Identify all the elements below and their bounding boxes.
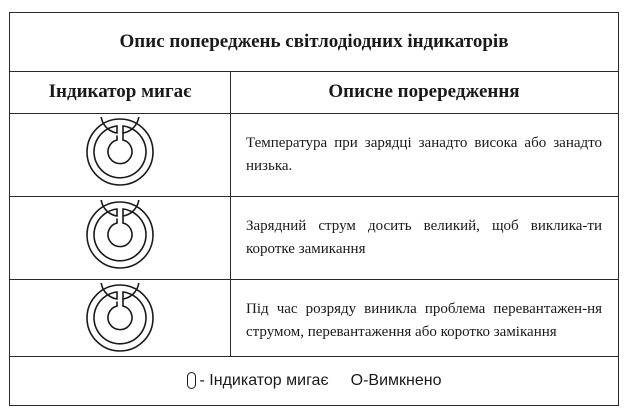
description-cell bbox=[246, 279, 602, 362]
table-row bbox=[10, 279, 618, 362]
blinking-led-icon bbox=[85, 200, 155, 275]
table-header-row bbox=[10, 71, 618, 113]
header-description: Описне порередження bbox=[328, 81, 520, 102]
description-cell bbox=[246, 113, 602, 196]
legend-blinking-label: - Індикатор мигає bbox=[199, 371, 329, 389]
legend-off bbox=[351, 372, 442, 390]
description-text: Температура при зарядці занадто висока або занадто низька. bbox=[246, 134, 602, 174]
led-warning-table bbox=[9, 12, 619, 406]
blinking-led-icon bbox=[85, 283, 155, 358]
indicator-cell bbox=[10, 196, 230, 279]
indicator-cell bbox=[10, 113, 230, 196]
column-divider bbox=[230, 71, 231, 356]
header-indicator-blinks: Індикатор мигає bbox=[48, 81, 192, 102]
description-text: Під час розряду виникла проблема перевантажен-ня струмом, перевантаження або коротко замікання bbox=[246, 300, 602, 340]
blinking-indicator-icon bbox=[187, 372, 196, 389]
blinking-led-icon bbox=[85, 117, 155, 192]
legend bbox=[10, 356, 618, 405]
legend-blinking bbox=[187, 372, 329, 390]
indicator-cell bbox=[10, 279, 230, 362]
table-row bbox=[10, 196, 618, 279]
table-title: Опис попереджень світлодіодних індикаторів bbox=[119, 31, 509, 52]
table-row bbox=[10, 113, 618, 196]
description-text: Зарядний струм досить великий, щоб виклика-ти коротке замикання bbox=[246, 217, 602, 257]
description-cell bbox=[246, 196, 602, 279]
legend-off-label: О-Вимкнено bbox=[350, 371, 442, 389]
